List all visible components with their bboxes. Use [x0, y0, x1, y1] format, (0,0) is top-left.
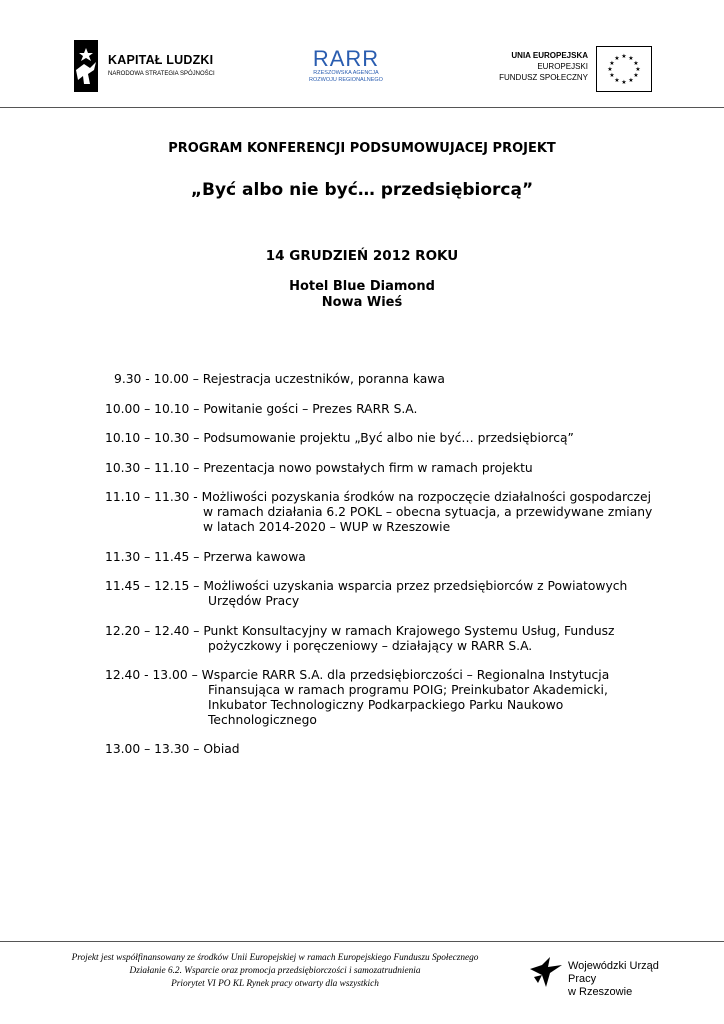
event-venue: Hotel Blue Diamond	[289, 279, 435, 294]
rarr-logo-name: RARR	[312, 46, 380, 71]
svg-text:★: ★	[635, 66, 641, 73]
footer-note-line1: Projekt jest współfinansowany ze środków Unii Europejskiej w ramach Europejskiego Funduszu Społecznego	[71, 953, 479, 963]
wup-logo-line2: w Rzeszowie	[568, 986, 633, 998]
agenda-item-continuation: w latach 2014-2020 – WUP w Rzeszowie	[203, 520, 451, 534]
agenda-item-continuation: Technologicznego	[208, 713, 317, 727]
svg-text:★: ★	[614, 77, 620, 84]
footer-note-line2: Działanie 6.2. Wsparcie oraz promocja przedsiębiorczości i samozatrudnienia	[129, 966, 421, 976]
svg-text:★: ★	[628, 77, 634, 84]
agenda-item: 13.00 – 13.30 – Obiad	[105, 742, 240, 756]
agenda-item-continuation: w ramach działania 6.2 POKL – obecna sytuacja, a przewidywane zmiany	[203, 505, 653, 519]
svg-text:★: ★	[628, 55, 634, 62]
event-place: Nowa Wieś	[321, 295, 403, 310]
agenda-item: 11.30 – 11.45 – Przerwa kawowa	[105, 550, 306, 564]
eu-label-line3: FUNDUSZ SPOŁECZNY	[499, 73, 588, 82]
agenda-item: 10.30 – 11.10 – Prezentacja nowo powstałych firm w ramach projektu	[105, 461, 533, 475]
agenda-item: 11.10 – 11.30 - Możliwości pozyskania środków na rozpoczęcie działalności gospodarczej	[105, 490, 651, 504]
agenda-item: 12.20 – 12.40 – Punkt Konsultacyjny w ramach Krajowego Systemu Usług, Fundusz	[105, 624, 615, 638]
agenda-item-continuation: pożyczkowy i poręczeniowy – działający w RARR S.A.	[208, 639, 533, 653]
eu-flag-icon	[596, 46, 652, 92]
footer-note-line3: Priorytet VI PO KL Rynek pracy otwarty dla wszystkich	[171, 979, 379, 989]
wup-logo	[528, 955, 688, 998]
agenda-item: 12.40 - 13.00 – Wsparcie RARR S.A. dla przedsiębiorczości – Regionalna Instytucja	[105, 668, 610, 682]
svg-text:★: ★	[609, 60, 615, 67]
kapital-ludzki-title: KAPITAŁ LUDZKI	[108, 53, 214, 67]
header-divider	[0, 107, 724, 108]
eu-label-line1: UNIA EUROPEJSKA	[511, 51, 588, 60]
svg-text:★: ★	[609, 72, 615, 79]
footer-note	[30, 952, 520, 991]
program-title: PROGRAM KONFERENCJI PODSUMOWUJACEJ PROJEKT	[168, 141, 556, 156]
agenda-item-continuation: Urzędów Pracy	[208, 594, 300, 608]
rarr-logo-sub2: ROZWOJU REGIONALNEGO	[309, 77, 383, 83]
rarr-logo	[306, 48, 386, 96]
agenda-item-continuation: Inkubator Technologiczny Podkarpackiego Parku Naukowo	[208, 698, 564, 712]
kapital-ludzki-logo	[68, 40, 218, 92]
wup-logo-text	[568, 960, 688, 999]
event-date: 14 GRUDZIEŃ 2012 ROKU	[265, 248, 459, 264]
wup-bird-icon	[528, 955, 564, 989]
kapital-ludzki-figure-icon	[68, 40, 102, 92]
agenda-item: 9.30 - 10.00 – Rejestracja uczestników, poranna kawa	[114, 372, 445, 386]
page-header	[0, 0, 724, 108]
svg-text:★: ★	[621, 79, 627, 86]
svg-text:★: ★	[621, 53, 627, 60]
svg-text:★: ★	[633, 60, 639, 67]
footer-divider	[0, 941, 724, 942]
agenda-item-continuation: Finansująca w ramach programu POIG; Preinkubator Akademicki,	[208, 683, 608, 697]
kapital-ludzki-subtitle: NARODOWA STRATEGIA SPÓJNOŚCI	[108, 71, 215, 77]
svg-text:★: ★	[607, 66, 613, 73]
agenda-item: 11.45 – 12.15 – Możliwości uzyskania wsparcia przez przedsiębiorców z Powiatowych	[105, 579, 628, 593]
rarr-logo-sub1: RZESZOWSKA AGENCJA	[313, 70, 379, 76]
svg-text:★: ★	[614, 55, 620, 62]
wup-logo-line1: Wojewódzki Urząd Pracy	[568, 960, 659, 985]
eu-label-line2: EUROPEJSKI	[537, 62, 588, 71]
project-quote-title: „Być albo nie być… przedsiębiorcą”	[190, 180, 534, 200]
agenda-item: 10.00 – 10.10 – Powitanie gości – Prezes RARR S.A.	[105, 402, 418, 416]
agenda-item: 10.10 – 10.30 – Podsumowanie projektu „Być albo nie być… przedsiębiorcą”	[105, 431, 574, 445]
eu-label	[482, 50, 588, 83]
svg-text:★: ★	[633, 72, 639, 79]
